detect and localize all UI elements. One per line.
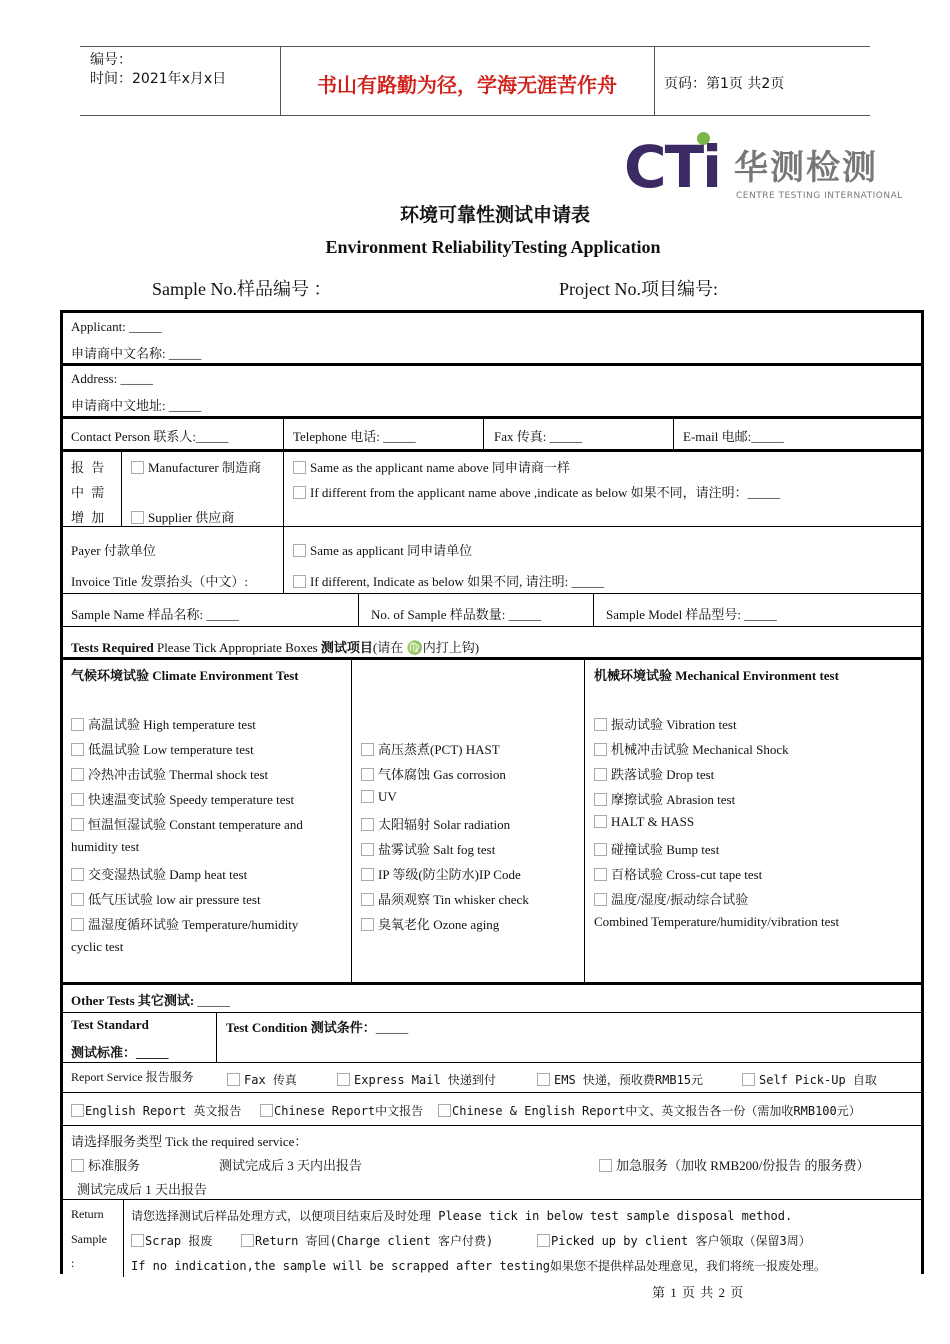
checkbox[interactable] xyxy=(594,815,607,828)
checkbox[interactable] xyxy=(594,718,607,731)
report-service-express[interactable]: Express Mail 快递到付 xyxy=(337,1071,496,1088)
test-standard-field[interactable]: 测试标准：_____ xyxy=(71,1045,169,1060)
checkbox[interactable] xyxy=(337,1073,350,1086)
applicant-cn-field[interactable]: 申请商中文名称: _____ xyxy=(71,346,202,361)
header-motto: 书山有路勤为径，学海无涯苦作舟 xyxy=(317,73,617,97)
climate-item[interactable]: 低温试验 Low temperature test xyxy=(71,739,254,758)
mechanical-item[interactable]: 温度/湿度/振动综合试验 xyxy=(594,889,748,908)
chinese-report-option[interactable]: Chinese Report中文报告 xyxy=(260,1102,423,1119)
checkbox[interactable] xyxy=(599,1159,612,1172)
checkbox[interactable] xyxy=(361,790,374,803)
applicant-field[interactable]: Applicant: _____ xyxy=(71,319,162,334)
checkbox[interactable] xyxy=(260,1104,273,1117)
return-sample-label-1: Return xyxy=(71,1207,104,1221)
sample-number-field[interactable]: No. of Sample 样品数量: _____ xyxy=(371,607,542,622)
bilingual-report-option[interactable]: Chinese & English Report中文、英文报告各一份（需加收RMB100元） xyxy=(438,1102,861,1119)
middle-item[interactable]: 臭氧老化 Ozone aging xyxy=(361,914,499,933)
mechanical-item[interactable]: 百格试验 Cross-cut tape test xyxy=(594,864,762,883)
middle-item[interactable]: 太阳辐射 Solar radiation xyxy=(361,814,510,833)
checkbox[interactable] xyxy=(594,768,607,781)
report-service-fax[interactable]: Fax 传真 xyxy=(227,1071,297,1088)
sample-no-label: Sample No.样品编号 ： xyxy=(152,279,332,299)
checkbox[interactable] xyxy=(131,461,144,474)
header-page-info: 页码：第1页 共2页 xyxy=(664,76,785,92)
urgent-service-desc: 测试完成后 1 天出报告 xyxy=(77,1182,208,1197)
climate-item[interactable]: 快速温变试验 Speedy temperature test xyxy=(71,789,294,808)
checkbox[interactable] xyxy=(361,868,374,881)
checkbox[interactable] xyxy=(71,718,84,731)
checkbox[interactable] xyxy=(361,918,374,931)
checkbox[interactable] xyxy=(594,843,607,856)
checkbox[interactable] xyxy=(71,1104,84,1117)
checkbox[interactable] xyxy=(537,1234,550,1247)
climate-title: 气候环境试验 Climate Environment Test xyxy=(71,668,299,683)
mechanical-item[interactable]: HALT & HASS xyxy=(594,814,694,830)
manufacturer-option[interactable]: Manufacturer 制造商 xyxy=(131,457,261,476)
mechanical-title: 机械环境试验 Mechanical Environment test xyxy=(594,668,839,683)
project-no-label: Project No.项目编号: xyxy=(559,279,718,299)
header-divider xyxy=(654,47,655,115)
standard-service-desc: 测试完成后 3 天内出报告 xyxy=(219,1158,363,1173)
title-en: Environment ReliabilityTesting Application xyxy=(325,237,661,257)
mechanical-item[interactable]: 振动试验 Vibration test xyxy=(594,714,737,733)
checkbox[interactable] xyxy=(594,793,607,806)
mechanical-item-cont: Combined Temperature/humidity/vibration test xyxy=(594,914,840,929)
checkbox[interactable] xyxy=(293,486,306,499)
checkbox[interactable] xyxy=(131,511,144,524)
checkbox[interactable] xyxy=(71,1159,84,1172)
fax-field[interactable]: Fax 传真: _____ xyxy=(494,429,583,444)
sample-model-field[interactable]: Sample Model 样品型号: _____ xyxy=(606,607,777,622)
address-cn-field[interactable]: 申请商中文地址: _____ xyxy=(71,398,202,413)
checkbox[interactable] xyxy=(537,1073,550,1086)
mechanical-item[interactable]: 碰撞试验 Bump test xyxy=(594,839,719,858)
mechanical-item[interactable]: 跌落试验 Drop test xyxy=(594,764,714,783)
checkbox[interactable] xyxy=(293,544,306,557)
checkbox[interactable] xyxy=(361,818,374,831)
return-instruction: 请您选择测试后样品处理方式，以便项目结束后及时处理 Please tick in below test sample disposal method. xyxy=(131,1209,793,1223)
checkbox[interactable] xyxy=(742,1073,755,1086)
checkbox[interactable] xyxy=(71,768,84,781)
mechanical-item[interactable]: 机械冲击试验 Mechanical Shock xyxy=(594,739,789,758)
checkbox[interactable] xyxy=(293,461,306,474)
same-as-applicant-option[interactable]: Same as the applicant name above 同申请商一样 xyxy=(293,457,570,476)
address-field[interactable]: Address: _____ xyxy=(71,371,153,386)
report-need-label-3: 增 加 xyxy=(71,510,107,525)
email-field[interactable]: E-mail 电邮:_____ xyxy=(683,429,784,444)
standard-service-option[interactable]: 标准服务 xyxy=(71,1155,140,1174)
climate-item[interactable]: 交变湿热试验 Damp heat test xyxy=(71,864,247,883)
footer-page: 第 1 页 共 2 页 xyxy=(652,1285,745,1300)
climate-item[interactable]: 高温试验 High temperature test xyxy=(71,714,256,733)
different-applicant-option[interactable]: If different from the applicant name above ,indicate as below 如果不同，请注明：_____ xyxy=(293,482,780,501)
checkbox[interactable] xyxy=(361,743,374,756)
sample-name-field[interactable]: Sample Name 样品名称: _____ xyxy=(71,607,239,622)
climate-item-cont: cyclic test xyxy=(71,939,124,954)
checkbox[interactable] xyxy=(438,1104,451,1117)
return-option[interactable]: Return 寄回(Charge client 客户付费) xyxy=(241,1232,493,1249)
logo-cn-name: 华测检测 xyxy=(734,148,878,188)
checkbox[interactable] xyxy=(361,843,374,856)
service-type-title: 请选择服务类型 Tick the required service： xyxy=(71,1134,308,1149)
other-tests-field[interactable]: Other Tests 其它测试: _____ xyxy=(71,993,231,1008)
climate-item[interactable]: 恒温恒湿试验 Constant temperature and xyxy=(71,814,303,833)
logo-en-name: CENTRE TESTING INTERNATIONAL xyxy=(736,191,903,201)
middle-item[interactable]: 高压蒸煮(PCT) HAST xyxy=(361,739,500,758)
report-service-label: Report Service 报告服务 xyxy=(71,1070,194,1084)
climate-item-cont: humidity test xyxy=(71,839,140,854)
payer-same-option[interactable]: Same as applicant 同申请单位 xyxy=(293,540,472,559)
checkbox[interactable] xyxy=(241,1234,254,1247)
test-condition-field[interactable]: Test Condition 测试条件：_____ xyxy=(226,1020,409,1035)
supplier-option[interactable]: Supplier 供应商 xyxy=(131,507,234,526)
checkbox[interactable] xyxy=(71,793,84,806)
checkbox[interactable] xyxy=(361,768,374,781)
application-form xyxy=(60,310,924,1274)
report-need-label-1: 报 告 xyxy=(71,460,107,475)
header-meta xyxy=(90,51,226,89)
checkbox[interactable] xyxy=(227,1073,240,1086)
checkbox[interactable] xyxy=(71,743,84,756)
payer-label: Payer 付款单位 xyxy=(71,543,156,558)
middle-item[interactable]: 晶须观察 Tin whisker check xyxy=(361,889,529,908)
climate-item[interactable]: 温湿度循环试验 Temperature/humidity xyxy=(71,914,298,933)
mechanical-item[interactable]: 摩擦试验 Abrasion test xyxy=(594,789,735,808)
checkbox[interactable] xyxy=(71,893,84,906)
tests-required-heading: Tests Required Please Tick Appropriate Boxes 测试项目(请在 ♍内打上钩) xyxy=(71,640,480,655)
checkbox[interactable] xyxy=(594,743,607,756)
middle-item[interactable]: IP 等级(防尘防水)IP Code xyxy=(361,864,521,883)
payer-different-option[interactable]: If different, Indicate as below 如果不同, 请注明: _____ xyxy=(293,571,604,590)
title-cn: 环境可靠性测试申请表 xyxy=(399,204,590,226)
checkbox[interactable] xyxy=(131,1234,144,1247)
middle-item[interactable]: UV xyxy=(361,789,397,805)
number-label: 编号： xyxy=(90,52,132,68)
report-service-ems[interactable]: EMS 快递，预收费RMB15元 xyxy=(537,1071,703,1088)
checkbox[interactable] xyxy=(594,868,607,881)
checkbox[interactable] xyxy=(594,893,607,906)
page-header xyxy=(80,46,870,116)
urgent-service-option[interactable]: 加急服务（加收 RMB200/份报告 的服务费） xyxy=(599,1155,870,1174)
invoice-title-label: Invoice Title 发票抬头（中文）: xyxy=(71,574,248,589)
report-service-pickup[interactable]: Self Pick-Up 自取 xyxy=(742,1071,877,1088)
telephone-field[interactable]: Telephone 电话: _____ xyxy=(293,429,416,444)
return-sample-label-2: Sample xyxy=(71,1232,107,1246)
climate-item[interactable]: 低气压试验 low air pressure test xyxy=(71,889,261,908)
english-report-option[interactable]: English Report 英文报告 xyxy=(71,1102,241,1119)
checkbox[interactable] xyxy=(71,818,84,831)
checkbox[interactable] xyxy=(71,918,84,931)
checkbox[interactable] xyxy=(361,893,374,906)
cti-logo xyxy=(622,128,922,208)
checkbox[interactable] xyxy=(71,868,84,881)
time-label: 时间：2021年x月x日 xyxy=(90,71,227,87)
middle-item[interactable]: 盐雾试验 Salt fog test xyxy=(361,839,495,858)
return-sample-label-3: : xyxy=(71,1256,75,1270)
middle-item[interactable]: 气体腐蚀 Gas corrosion xyxy=(361,764,506,783)
test-standard-label: Test Standard xyxy=(71,1017,149,1032)
contact-person-field[interactable]: Contact Person 联系人:_____ xyxy=(71,429,229,444)
scrap-option[interactable]: Scrap 报废 xyxy=(131,1232,212,1249)
climate-item[interactable]: 冷热冲击试验 Thermal shock test xyxy=(71,764,268,783)
report-need-label-2: 中 需 xyxy=(71,485,107,500)
pickup-option[interactable]: Picked up by client 客户领取（保留3周） xyxy=(537,1232,811,1249)
checkbox[interactable] xyxy=(293,575,306,588)
return-note: If no indication,the sample will be scrapped after testing如果您不提供样品处理意见，我们将统一报废处理。 xyxy=(131,1259,827,1273)
logo-cti-text: CTi xyxy=(624,133,721,201)
